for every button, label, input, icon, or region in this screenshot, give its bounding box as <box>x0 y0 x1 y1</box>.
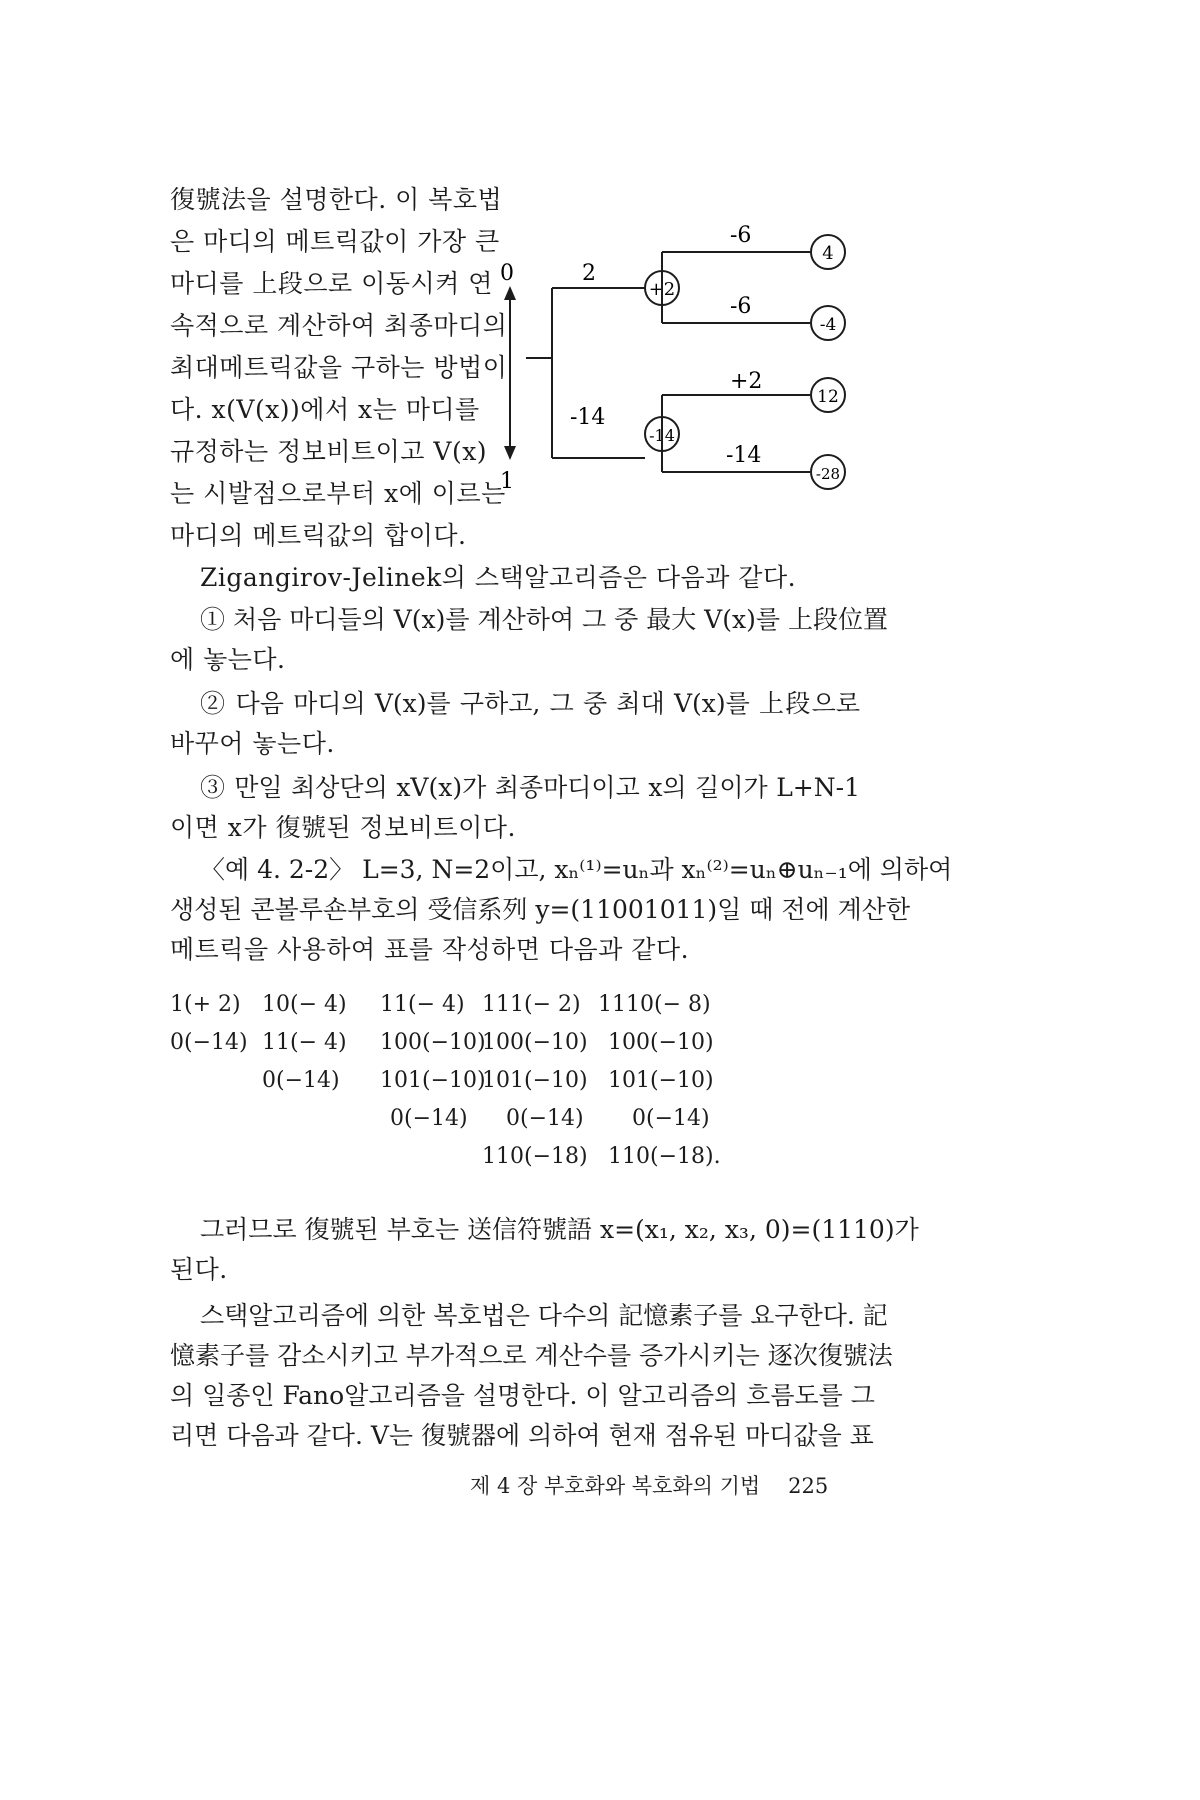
step-1-line-2: 에 놓는다. <box>170 645 286 674</box>
intro-line: 復號法을 설명한다. 이 복호법 <box>170 185 503 214</box>
intro-line: 최대메트릭값을 구하는 방법이 <box>170 353 508 382</box>
table-cell: 100(−10) <box>482 1030 588 1055</box>
step-3-line-2: 이면 x가 復號된 정보비트이다. <box>170 813 516 842</box>
conclusion-line-2: 된다. <box>170 1255 228 1284</box>
table-cell: 11(− 4) <box>262 1030 347 1055</box>
table-cell: 1(+ 2) <box>170 992 241 1017</box>
fano-line: 의 일종인 Fano알고리즘을 설명한다. 이 알고리즘의 흐름도를 그 <box>170 1381 875 1410</box>
example-line <box>170 850 953 890</box>
fano-paragraph <box>170 1296 893 1456</box>
page-number: 225 <box>788 1474 829 1498</box>
intro-line: 은 마디의 메트릭값이 가장 큰 <box>170 227 500 256</box>
leaf-edge-label: +2 <box>730 369 763 394</box>
step-1 <box>170 600 888 640</box>
table-cell: 110(−18). <box>608 1144 721 1169</box>
table-cell: 0(−14) <box>632 1106 710 1131</box>
page-footer <box>470 1470 828 1500</box>
upper-branch-label: 2 <box>582 261 596 286</box>
table-cell: 10(− 4) <box>262 992 347 1017</box>
table-cell: 1110(− 8) <box>598 992 711 1017</box>
example-line <box>170 890 911 930</box>
leaf-edge-label: -6 <box>730 294 752 319</box>
decoding-tree-diagram <box>490 200 870 520</box>
conclusion-line-1: 그러므로 復號된 부호는 送信符號語 x=(x₁, x₂, x₃, 0)=(1110)가 <box>200 1215 919 1244</box>
table-cell: 110(−18) <box>482 1144 588 1169</box>
intro-line: 속적으로 계산하여 최종마디의 <box>170 311 508 340</box>
table-cell: 11(− 4) <box>380 992 465 1017</box>
fano-line: 憶素子를 감소시키고 부가적으로 계산수를 증가시키는 逐次復號法 <box>170 1341 893 1370</box>
leaf-node-label: -4 <box>819 315 837 335</box>
table-cell: 101(−10) <box>380 1068 486 1093</box>
chapter-title: 제 4 장 부호화와 복호화의 기법 <box>470 1474 761 1498</box>
axis-bottom-label: 1 <box>500 469 514 494</box>
axis-top-label: 0 <box>500 261 514 286</box>
fano-line: 리면 다음과 같다. V는 復號器에 의하여 현재 점유된 마디값을 표 <box>170 1421 874 1450</box>
stack-algorithm-intro: Zigangirov-Jelinek의 스택알고리즘은 다음과 같다. <box>200 563 797 592</box>
table-cell: 0(−14) <box>390 1106 468 1131</box>
intro-line: 는 시발점으로부터 x에 이르는 <box>170 479 506 508</box>
table-cell: 101(−10) <box>482 1068 588 1093</box>
tree-node-upper-label: +2 <box>648 279 676 300</box>
step-3-line-1: ③ 만일 최상단의 xV(x)가 최종마디이고 x의 길이가 L+N-1 <box>200 773 860 802</box>
table-cell: 101(−10) <box>608 1068 714 1093</box>
step-2 <box>170 684 860 724</box>
leaf-edge-label: -14 <box>726 443 762 468</box>
fano-line: 스택알고리즘에 의한 복호법은 다수의 記憶素子를 요구한다. 記 <box>200 1301 888 1330</box>
table-cell: 100(−10) <box>380 1030 486 1055</box>
step-2-line-1: ② 다음 마디의 V(x)를 구하고, 그 중 최대 V(x)를 上段으로 <box>200 689 860 718</box>
leaf-node-label: -28 <box>815 465 841 483</box>
table-cell: 0(−14) <box>170 1030 248 1055</box>
axis-arrow-up <box>504 286 516 300</box>
table-cell: 0(−14) <box>506 1106 584 1131</box>
conclusion-line <box>170 1210 919 1250</box>
intro-line: 마디를 上段으로 이동시켜 연 <box>170 269 493 298</box>
table-cell: 111(− 2) <box>482 992 581 1017</box>
example-line-3: 메트릭을 사용하여 표를 작성하면 다음과 같다. <box>170 935 690 964</box>
table-cell: 100(−10) <box>608 1030 714 1055</box>
leaf-node-label: 4 <box>822 243 834 264</box>
leaf-node-label: 12 <box>817 387 839 407</box>
axis-arrow-down <box>504 446 516 460</box>
intro-line: 규정하는 정보비트이고 V(x) <box>170 437 488 466</box>
intro-line: 다. x(V(x))에서 x는 마디를 <box>170 395 480 424</box>
example-line-2: 생성된 콘볼루숀부호의 受信系列 y=(11001011)일 때 전에 계산한 <box>170 895 911 924</box>
leaf-edge-label: -6 <box>730 223 752 248</box>
intro-line: 마디의 메트릭값의 합이다. <box>170 521 467 550</box>
step-1-line-1: ① 처음 마디들의 V(x)를 계산하여 그 중 最大 V(x)를 上段位置 <box>200 605 888 634</box>
step-3 <box>170 768 860 808</box>
tree-node-lower-label: -14 <box>649 426 675 445</box>
lower-branch-label: -14 <box>570 405 606 430</box>
table-cell: 0(−14) <box>262 1068 340 1093</box>
step-2-line-2: 바꾸어 놓는다. <box>170 729 335 758</box>
example-line-1: 〈예 4. 2-2〉 L=3, N=2이고, xₙ⁽¹⁾=uₙ과 xₙ⁽²⁾=uₙ⊕uₙ₋₁에 의하여 <box>200 855 953 884</box>
